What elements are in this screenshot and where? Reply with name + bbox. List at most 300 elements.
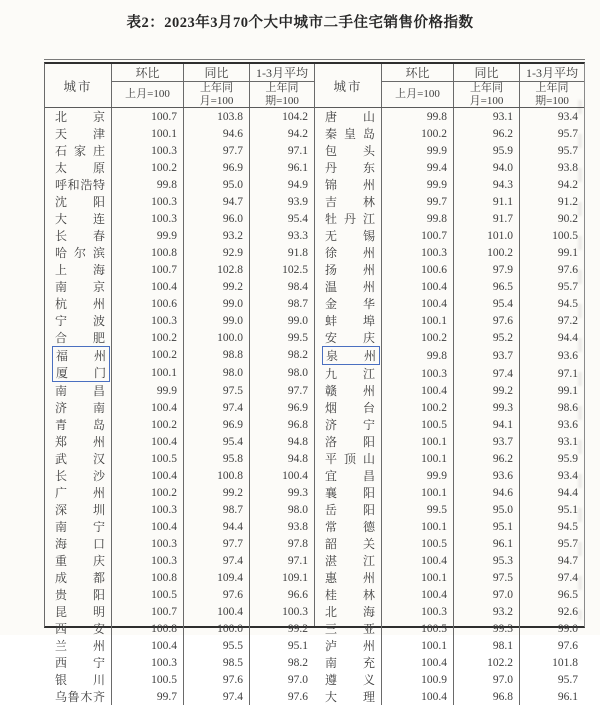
mom-value: 100.4	[111, 433, 183, 450]
yoy-value: 93.7	[453, 433, 519, 450]
city-cell	[45, 329, 111, 346]
yoy-value: 94.4	[183, 518, 249, 535]
city-cell	[45, 688, 111, 705]
avg-value: 100.4	[249, 467, 314, 484]
city-cell	[315, 484, 381, 501]
yoy-value: 98.8	[183, 346, 249, 364]
table-row	[45, 382, 314, 399]
city-cell	[315, 433, 381, 450]
mom-value: 99.9	[381, 176, 453, 193]
city-highlight-box	[322, 227, 378, 244]
city-cell	[45, 586, 111, 603]
city-cell	[45, 433, 111, 450]
table-row	[45, 399, 314, 416]
city-name: 赣州	[325, 384, 375, 398]
avg-value: 93.3	[249, 227, 314, 244]
city-highlight-box	[52, 416, 108, 433]
yoy-value: 94.7	[183, 193, 249, 210]
yoy-value: 98.1	[453, 637, 519, 654]
table-row	[315, 637, 584, 654]
mom-value: 100.3	[111, 535, 183, 552]
yoy-value: 97.7	[183, 535, 249, 552]
table-row	[45, 159, 314, 176]
mom-value: 100.1	[381, 433, 453, 450]
city-cell	[45, 125, 111, 142]
table-row	[45, 603, 314, 620]
city-name: 九江	[325, 367, 375, 381]
city-name: 唐山	[325, 110, 375, 124]
yoy-value: 94.0	[453, 159, 519, 176]
mom-value: 100.6	[381, 261, 453, 278]
avg-value: 94.2	[249, 125, 314, 142]
avg-value: 94.9	[249, 176, 314, 193]
city-name: 深圳	[55, 503, 105, 517]
city-highlight-box	[322, 620, 378, 637]
yoy-value: 102.2	[453, 654, 519, 671]
city-cell	[315, 312, 381, 329]
yoy-value: 95.9	[453, 142, 519, 159]
avg-value: 96.9	[249, 399, 314, 416]
city-highlight-box	[322, 484, 378, 501]
city-name: 成都	[55, 571, 105, 585]
city-cell	[315, 535, 381, 552]
table-row	[45, 620, 314, 637]
mom-value: 100.3	[111, 210, 183, 227]
city-cell	[315, 142, 381, 159]
city-cell	[315, 586, 381, 603]
city-cell	[45, 671, 111, 688]
city-cell	[45, 312, 111, 329]
table-row	[315, 603, 584, 620]
yoy-value: 98.5	[183, 654, 249, 671]
table-row	[45, 450, 314, 467]
mom-value: 99.9	[111, 227, 183, 244]
avg-value: 94.2	[519, 176, 584, 193]
avg-value: 99.3	[249, 484, 314, 501]
table-row	[315, 450, 584, 467]
table-row	[315, 278, 584, 295]
avg-value: 94.5	[519, 518, 584, 535]
avg-value: 95.9	[519, 450, 584, 467]
city-name: 遵义	[325, 673, 375, 687]
header-yoy: 同比 上年同 月=100	[183, 64, 249, 107]
city-highlight-box	[52, 295, 108, 312]
mom-value: 100.5	[111, 671, 183, 688]
avg-value: 99.2	[249, 620, 314, 637]
city-name: 长沙	[55, 469, 105, 483]
yoy-value: 97.6	[183, 586, 249, 603]
table-title: 表2：2023年3月70个大中城市二手住宅销售价格指数	[126, 15, 474, 31]
city-cell	[45, 552, 111, 569]
mom-value: 100.3	[111, 501, 183, 518]
avg-value: 97.1	[249, 552, 314, 569]
yoy-value: 95.4	[183, 433, 249, 450]
yoy-value: 97.6	[453, 312, 519, 329]
city-cell	[45, 227, 111, 244]
mom-value: 100.3	[111, 193, 183, 210]
mom-value: 99.5	[381, 501, 453, 518]
city-cell	[315, 244, 381, 261]
mom-value: 100.4	[381, 688, 453, 705]
city-cell	[45, 654, 111, 671]
city-highlight-box	[322, 142, 378, 159]
yoy-value: 96.9	[183, 416, 249, 433]
table-row	[45, 346, 314, 364]
city-cell	[45, 501, 111, 518]
city-cell	[315, 688, 381, 705]
city-highlight-box	[52, 552, 108, 569]
city-name: 重庆	[55, 554, 105, 568]
avg-value: 97.7	[249, 382, 314, 399]
city-name: 泸州	[325, 639, 375, 653]
city-name: 呼和浩特	[55, 178, 105, 192]
avg-value: 93.1	[519, 433, 584, 450]
mom-value: 99.8	[381, 108, 453, 125]
city-name: 湛江	[325, 554, 375, 568]
yoy-value: 96.9	[183, 159, 249, 176]
city-name: 惠州	[325, 571, 375, 585]
city-name: 西安	[55, 622, 105, 636]
mom-value: 100.1	[381, 450, 453, 467]
city-cell	[315, 518, 381, 535]
mom-value: 100.4	[381, 295, 453, 312]
city-highlight-box	[52, 620, 108, 637]
avg-value: 95.1	[519, 501, 584, 518]
city-cell	[45, 399, 111, 416]
city-highlight-box	[52, 501, 108, 518]
city-highlight-box	[52, 586, 108, 603]
yoy-value: 93.2	[183, 227, 249, 244]
table-row	[315, 210, 584, 227]
city-highlight-box	[52, 193, 108, 210]
header-yoy: 同比 上年同 月=100	[453, 64, 519, 107]
city-highlight-box	[52, 364, 110, 382]
city-cell	[45, 603, 111, 620]
table-header	[315, 64, 584, 108]
mom-value: 100.1	[381, 569, 453, 586]
yoy-value: 97.4	[183, 552, 249, 569]
city-highlight-box	[52, 688, 108, 705]
city-highlight-box	[52, 278, 108, 295]
mom-value: 100.7	[111, 108, 183, 125]
avg-value: 95.7	[519, 142, 584, 159]
mom-value: 100.3	[111, 552, 183, 569]
table-row	[315, 365, 584, 382]
mom-value: 99.4	[381, 159, 453, 176]
city-highlight-box	[52, 484, 108, 501]
city-cell	[315, 365, 381, 382]
city-name: 青岛	[55, 418, 105, 432]
city-highlight-box	[52, 637, 108, 654]
avg-value: 93.8	[249, 518, 314, 535]
yoy-value: 93.1	[453, 108, 519, 125]
city-name: 南京	[55, 280, 105, 294]
yoy-value: 91.1	[453, 193, 519, 210]
city-name: 福州	[56, 349, 106, 363]
city-cell	[315, 501, 381, 518]
table-row	[45, 518, 314, 535]
city-name: 温州	[325, 280, 375, 294]
city-highlight-box	[322, 654, 378, 671]
mom-value: 100.1	[111, 364, 183, 382]
city-name: 包头	[325, 144, 375, 158]
table-row	[45, 261, 314, 278]
city-highlight-box	[52, 159, 108, 176]
city-cell	[315, 399, 381, 416]
avg-value: 94.5	[519, 295, 584, 312]
mom-value: 99.9	[381, 142, 453, 159]
yoy-value: 95.3	[453, 552, 519, 569]
city-cell	[45, 535, 111, 552]
city-cell	[45, 484, 111, 501]
mom-value: 100.8	[111, 569, 183, 586]
yoy-value: 99.0	[183, 295, 249, 312]
city-cell	[45, 346, 111, 364]
mom-value: 99.8	[111, 176, 183, 193]
city-highlight-box	[322, 535, 378, 552]
city-highlight-box	[52, 108, 108, 125]
city-name: 上海	[55, 263, 105, 277]
city-name: 丹东	[325, 161, 375, 175]
city-cell	[315, 552, 381, 569]
city-highlight-box	[322, 346, 380, 365]
mom-value: 100.2	[381, 125, 453, 142]
city-highlight-box	[322, 312, 378, 329]
mom-value: 100.7	[111, 603, 183, 620]
city-name: 西宁	[55, 656, 105, 670]
city-cell	[45, 620, 111, 637]
yoy-value: 99.2	[453, 382, 519, 399]
city-name: 常德	[325, 520, 375, 534]
city-name: 襄阳	[325, 486, 375, 500]
mom-value: 100.2	[381, 399, 453, 416]
city-cell	[315, 227, 381, 244]
city-name: 洛阳	[325, 435, 375, 449]
table-row	[45, 364, 314, 382]
city-name: 宁波	[55, 314, 105, 328]
avg-value: 99.0	[519, 620, 584, 637]
city-cell	[315, 416, 381, 433]
avg-value: 93.6	[519, 416, 584, 433]
city-cell	[315, 295, 381, 312]
city-highlight-box	[322, 569, 378, 586]
city-name: 武汉	[55, 452, 105, 466]
city-highlight-box	[52, 227, 108, 244]
avg-value: 99.0	[249, 312, 314, 329]
city-name: 岳阳	[325, 503, 375, 517]
mom-value: 99.9	[111, 382, 183, 399]
table-row	[45, 278, 314, 295]
mom-value: 100.4	[381, 654, 453, 671]
city-highlight-box	[52, 346, 110, 364]
yoy-value: 97.7	[183, 142, 249, 159]
city-name: 长春	[55, 229, 105, 243]
yoy-value: 102.8	[183, 261, 249, 278]
yoy-value: 100.8	[183, 467, 249, 484]
mom-value: 100.2	[111, 416, 183, 433]
city-name: 安庆	[325, 331, 375, 345]
avg-value: 96.5	[519, 586, 584, 603]
yoy-value: 96.2	[453, 125, 519, 142]
city-highlight-box	[52, 603, 108, 620]
table-row	[45, 416, 314, 433]
city-name: 金华	[325, 297, 375, 311]
table-row	[45, 295, 314, 312]
city-name: 徐州	[325, 246, 375, 260]
avg-value: 93.4	[519, 467, 584, 484]
city-cell	[45, 244, 111, 261]
city-cell	[45, 142, 111, 159]
city-highlight-box	[322, 278, 378, 295]
yoy-value: 96.0	[183, 210, 249, 227]
yoy-value: 94.1	[453, 416, 519, 433]
mom-value: 100.7	[111, 261, 183, 278]
price-index-table	[44, 62, 585, 704]
header-avg: 1-3月平均 上年同 期=100	[249, 64, 314, 107]
mom-value: 100.3	[381, 244, 453, 261]
city-name: 哈尔滨	[55, 246, 105, 260]
avg-value: 94.8	[249, 450, 314, 467]
table-row	[315, 535, 584, 552]
city-highlight-box	[52, 176, 108, 193]
table-row	[315, 433, 584, 450]
yoy-value: 99.3	[453, 620, 519, 637]
city-cell	[45, 637, 111, 654]
mom-value: 100.4	[381, 552, 453, 569]
city-cell	[45, 450, 111, 467]
city-name: 宜昌	[325, 469, 375, 483]
city-highlight-box	[322, 433, 378, 450]
city-name: 牡丹江	[325, 212, 375, 226]
mom-value: 99.9	[381, 467, 453, 484]
avg-value: 92.6	[519, 603, 584, 620]
mom-value: 99.8	[381, 346, 453, 365]
avg-value: 90.2	[519, 210, 584, 227]
avg-value: 97.6	[249, 688, 314, 705]
city-name: 南宁	[55, 520, 105, 534]
yoy-value: 95.4	[453, 295, 519, 312]
table-row	[45, 569, 314, 586]
yoy-value: 109.4	[183, 569, 249, 586]
city-name: 昆明	[55, 605, 105, 619]
table-row	[315, 108, 584, 125]
mom-value: 100.8	[111, 620, 183, 637]
avg-value: 93.9	[249, 193, 314, 210]
avg-value: 97.0	[249, 671, 314, 688]
mom-value: 100.4	[381, 278, 453, 295]
yoy-value: 97.4	[453, 365, 519, 382]
city-cell	[315, 159, 381, 176]
yoy-value: 99.2	[183, 278, 249, 295]
table-row	[45, 176, 314, 193]
table-row	[315, 125, 584, 142]
city-cell	[315, 261, 381, 278]
city-highlight-box	[322, 416, 378, 433]
avg-value: 95.1	[249, 637, 314, 654]
mom-value: 100.1	[111, 125, 183, 142]
city-highlight-box	[322, 193, 378, 210]
avg-value: 97.1	[249, 142, 314, 159]
mom-value: 100.2	[381, 329, 453, 346]
mom-value: 100.3	[381, 603, 453, 620]
city-cell	[315, 278, 381, 295]
avg-value: 95.7	[519, 278, 584, 295]
table-row	[315, 193, 584, 210]
avg-value: 93.8	[519, 159, 584, 176]
yoy-value: 103.8	[183, 108, 249, 125]
yoy-value: 96.2	[453, 450, 519, 467]
table-row	[315, 688, 584, 705]
mom-value: 100.3	[111, 312, 183, 329]
city-name: 桂林	[325, 588, 375, 602]
avg-value: 97.4	[519, 569, 584, 586]
table-body-right	[315, 108, 584, 705]
table-row	[45, 329, 314, 346]
city-cell	[45, 278, 111, 295]
table-row	[45, 484, 314, 501]
avg-value: 93.6	[519, 346, 584, 365]
city-name: 锦州	[325, 178, 375, 192]
mom-value: 100.2	[111, 159, 183, 176]
city-highlight-box	[52, 671, 108, 688]
table-row	[315, 569, 584, 586]
table-row	[45, 501, 314, 518]
avg-value: 91.8	[249, 244, 314, 261]
mom-value: 100.3	[111, 654, 183, 671]
city-cell	[315, 671, 381, 688]
city-name: 平顶山	[325, 452, 375, 466]
mom-value: 100.5	[111, 450, 183, 467]
city-cell	[315, 620, 381, 637]
table-row	[45, 312, 314, 329]
mom-value: 100.3	[111, 142, 183, 159]
city-highlight-box	[322, 159, 378, 176]
table-row	[315, 295, 584, 312]
city-cell	[45, 159, 111, 176]
avg-value: 94.4	[519, 484, 584, 501]
city-name: 杭州	[55, 297, 105, 311]
yoy-value: 97.0	[453, 671, 519, 688]
mom-value: 100.7	[381, 227, 453, 244]
mom-value: 100.5	[381, 620, 453, 637]
city-name: 海口	[55, 537, 105, 551]
yoy-value: 94.6	[183, 125, 249, 142]
city-cell	[315, 125, 381, 142]
city-name: 郑州	[55, 435, 105, 449]
city-highlight-box	[52, 312, 108, 329]
city-cell	[315, 382, 381, 399]
mom-value: 100.4	[381, 586, 453, 603]
mom-value: 100.2	[111, 329, 183, 346]
city-highlight-box	[52, 450, 108, 467]
table-row	[315, 261, 584, 278]
table-row	[315, 467, 584, 484]
mom-value: 100.1	[381, 637, 453, 654]
city-name: 大连	[55, 212, 105, 226]
table-row	[45, 142, 314, 159]
avg-value: 94.8	[249, 433, 314, 450]
city-name: 大理	[325, 690, 375, 704]
avg-value: 100.5	[519, 227, 584, 244]
city-highlight-box	[322, 382, 378, 399]
city-highlight-box	[322, 518, 378, 535]
yoy-value: 97.9	[453, 261, 519, 278]
mom-value: 100.6	[111, 295, 183, 312]
yoy-value: 95.8	[183, 450, 249, 467]
yoy-value: 101.0	[453, 227, 519, 244]
table-left-half	[45, 64, 315, 704]
city-cell	[315, 603, 381, 620]
